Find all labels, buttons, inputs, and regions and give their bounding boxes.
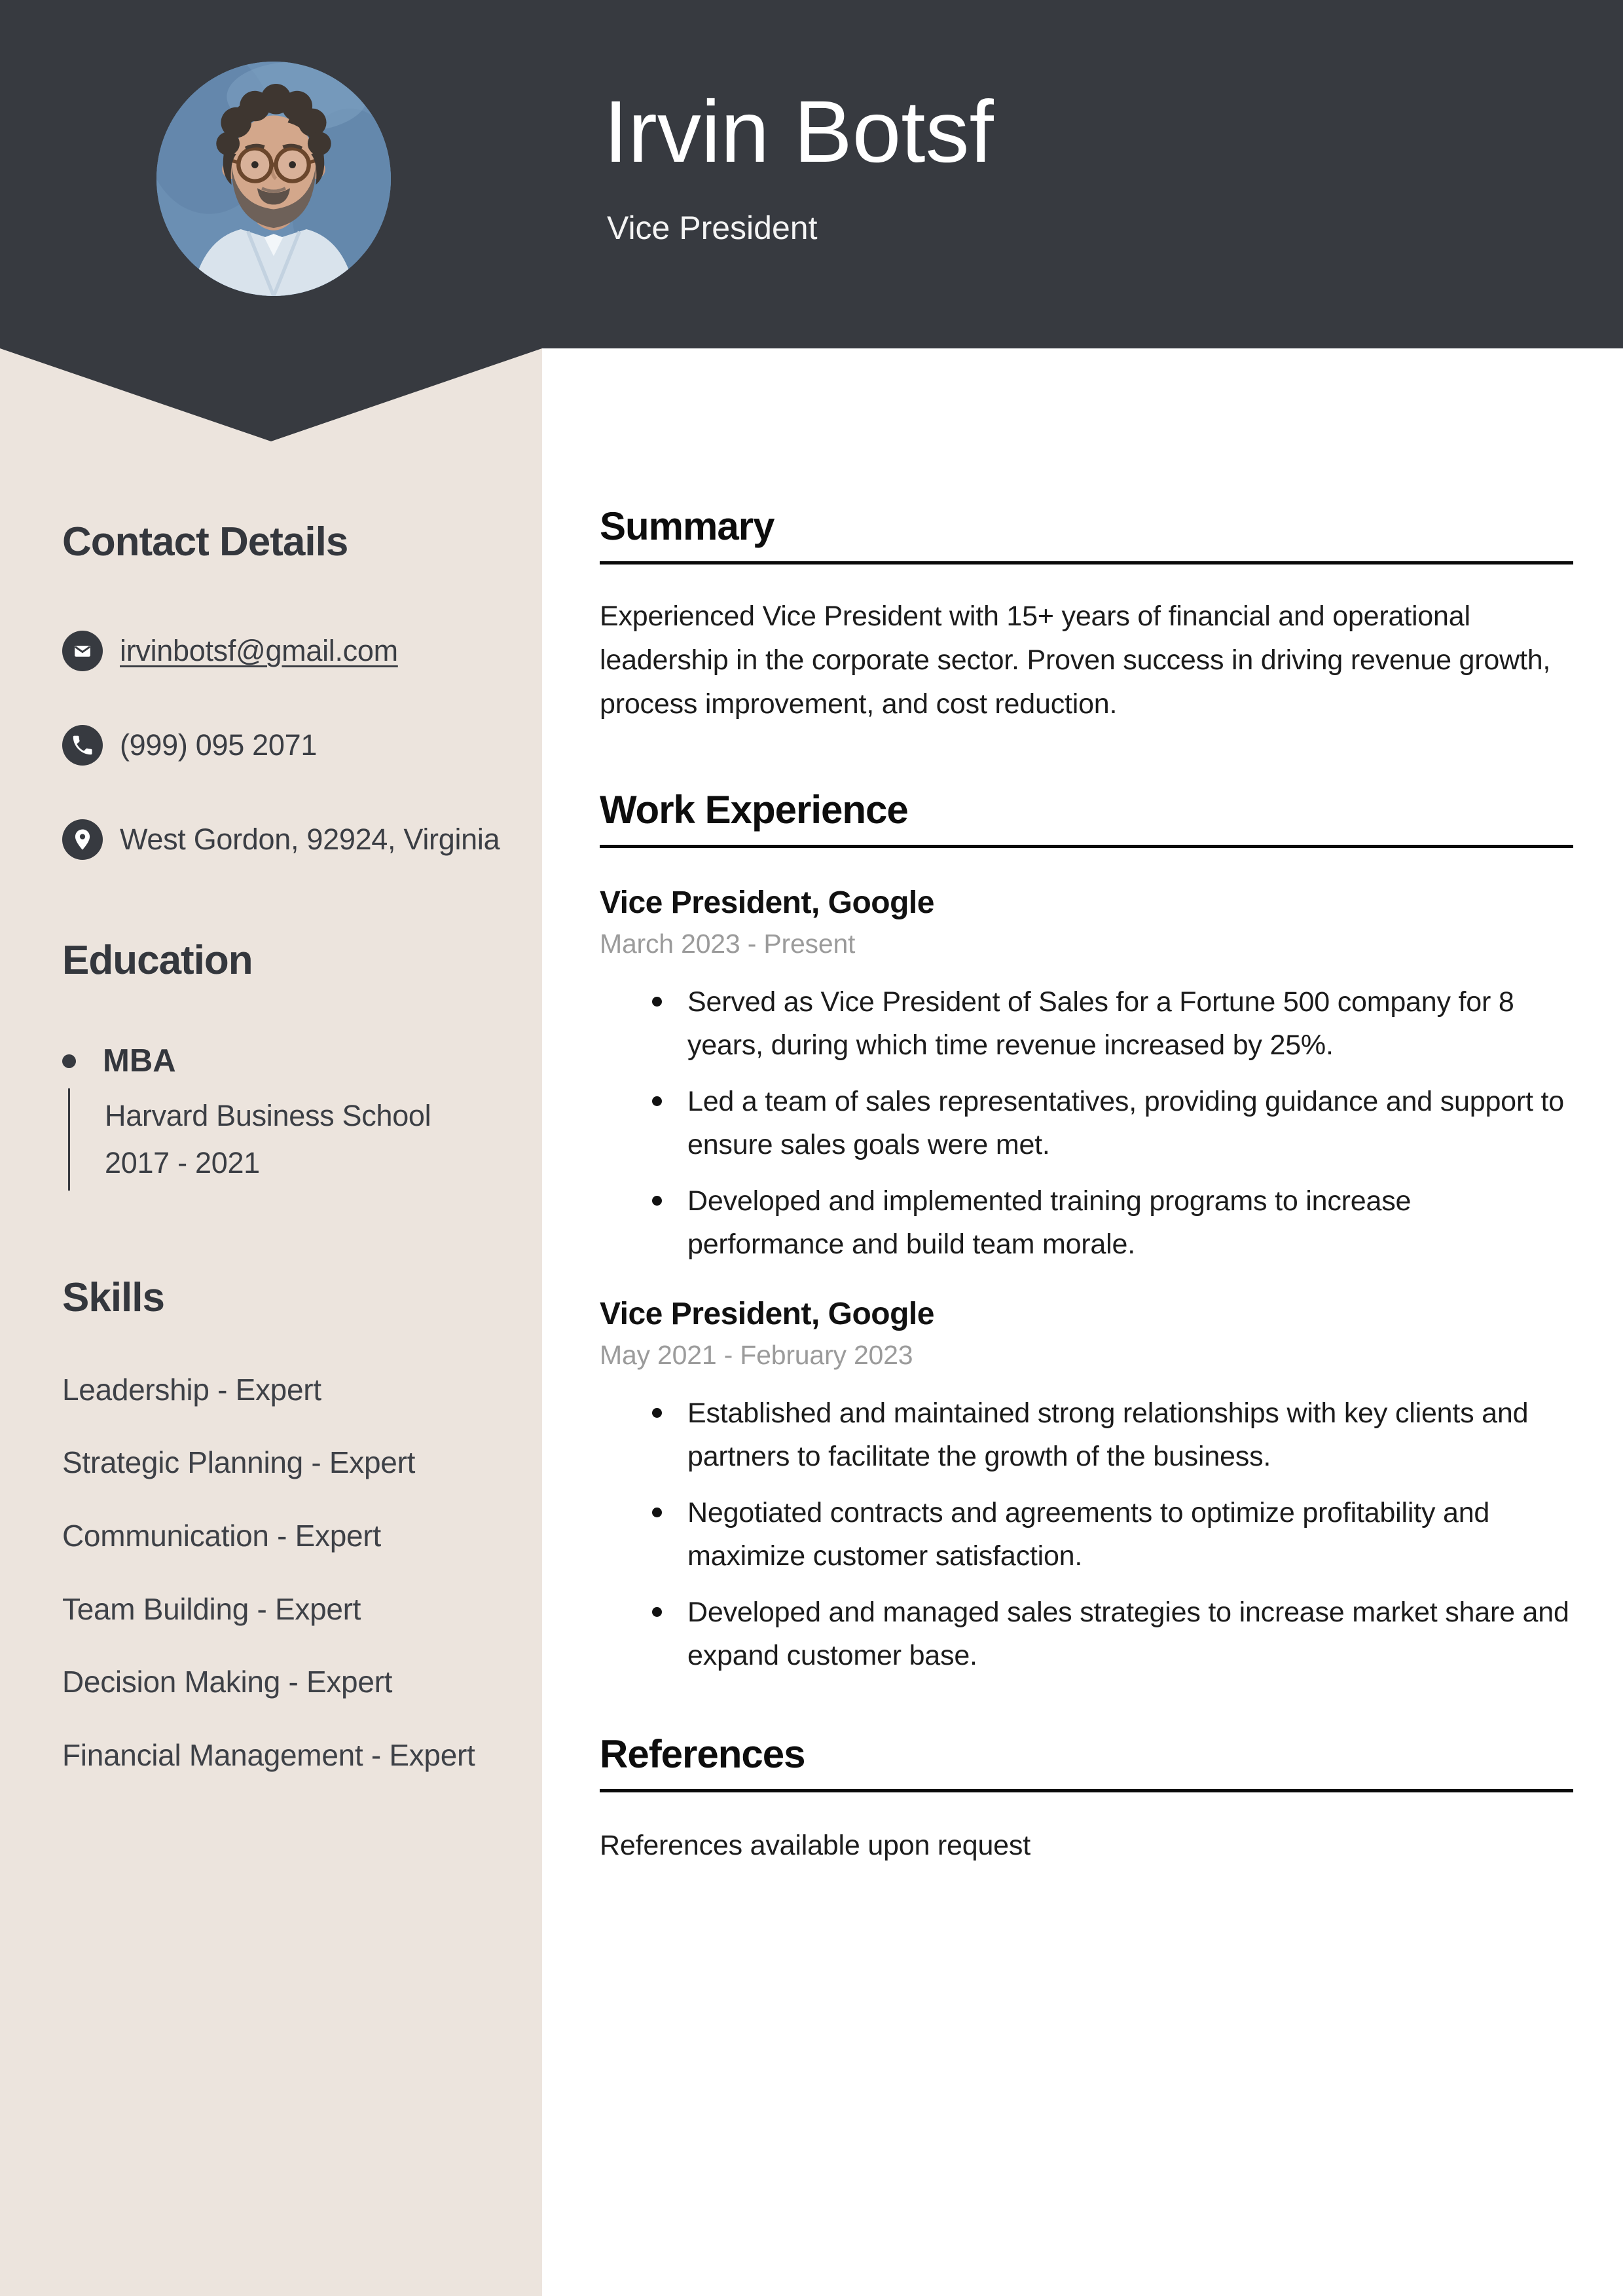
skills-list (62, 1373, 506, 1772)
skill-item: Strategic Planning - Expert (62, 1445, 416, 1480)
education-entry (62, 1044, 506, 1191)
job-bullet: Served as Vice President of Sales for a Fortune 500 company for 8 years, during which time revenue increased by 25%. (600, 980, 1573, 1067)
job-bullet: Developed and implemented training programs to increase performance and build team morale. (600, 1179, 1573, 1266)
person-job-title: Vice President (607, 210, 818, 246)
job-bullet: Developed and managed sales strategies to increase market share and expand customer base. (600, 1591, 1573, 1677)
job-bullet-list (600, 1392, 1573, 1677)
location-value: West Gordon, 92924, Virginia (120, 823, 500, 856)
contact-row-email (62, 631, 506, 671)
job-bullet: Established and maintained strong relationships with key clients and partners to facilitate the growth of the business. (600, 1392, 1573, 1478)
email-value[interactable]: irvinbotsf@gmail.com (120, 634, 398, 667)
location-icon (62, 819, 103, 860)
references-heading: References (600, 1733, 1573, 1792)
skill-item: Leadership - Expert (62, 1372, 321, 1407)
job-entry (600, 885, 1573, 1266)
education-degree: MBA (103, 1043, 176, 1079)
job-bullet: Led a team of sales representatives, providing guidance and support to ensure sales goals were met. (600, 1080, 1573, 1166)
summary-heading: Summary (600, 506, 1573, 565)
header-chevron-shape (0, 348, 542, 441)
person-name: Irvin Botsf (604, 83, 994, 181)
job-entry (600, 1296, 1573, 1677)
job-bullet-list (600, 980, 1573, 1266)
education-years: 2017 - 2021 (105, 1145, 260, 1179)
email-icon (62, 631, 103, 671)
education-details (68, 1088, 506, 1191)
job-dates: May 2021 - February 2023 (600, 1340, 913, 1371)
contact-list (62, 631, 506, 860)
sidebar (0, 441, 542, 1811)
main-content (542, 348, 1623, 1896)
job-title: Vice President, Google (600, 885, 934, 920)
job-dates: March 2023 - Present (600, 929, 856, 959)
education-bullet-dot (62, 1054, 76, 1068)
contact-details-heading: Contact Details (62, 519, 348, 565)
contact-row-location (62, 819, 506, 860)
phone-value: (999) 095 2071 (120, 728, 318, 762)
summary-text: Experienced Vice President with 15+ years of financial and operational leadership in the corporate sector. Proven success in driving revenue growth, process improvement, and cost reduction. (600, 601, 1551, 720)
contact-row-phone (62, 725, 506, 766)
profile-photo-illustration (156, 62, 391, 296)
profile-photo (156, 62, 391, 296)
skill-item: Decision Making - Expert (62, 1665, 393, 1699)
references-text: References available upon request (600, 1830, 1030, 1862)
skills-heading: Skills (62, 1274, 164, 1320)
job-bullet: Negotiated contracts and agreements to optimize profitability and maximize customer satisfaction. (600, 1491, 1573, 1578)
skill-item: Team Building - Expert (62, 1591, 361, 1626)
education-heading: Education (62, 938, 253, 983)
education-school: Harvard Business School (105, 1098, 431, 1132)
job-title: Vice President, Google (600, 1297, 934, 1332)
phone-icon (62, 725, 103, 766)
skill-item: Financial Management - Expert (62, 1737, 475, 1772)
work-experience-heading: Work Experience (600, 789, 1573, 848)
skill-item: Communication - Expert (62, 1519, 381, 1553)
